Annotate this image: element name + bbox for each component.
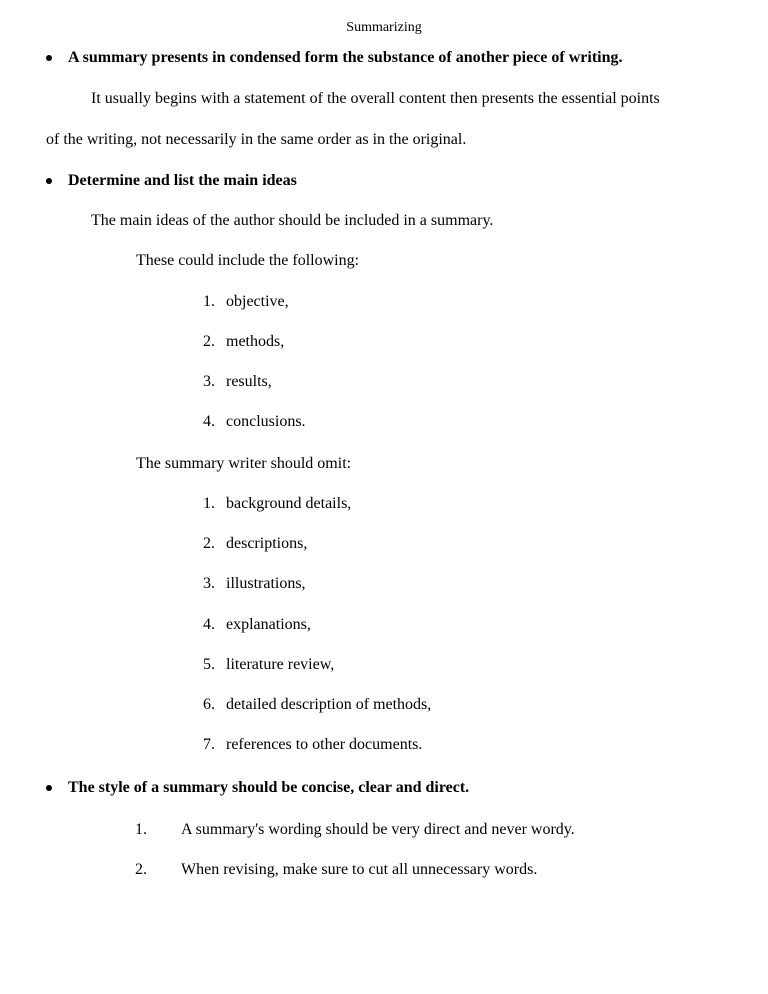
section2-heading: Determine and list the main ideas <box>68 172 297 189</box>
list-item: results, <box>226 373 272 390</box>
section1-paragraph-line1: It usually begins with a statement of the overall content then presents the essential points <box>91 90 660 107</box>
section1-paragraph-line2: of the writing, not necessarily in the same order as in the original. <box>46 131 467 148</box>
bullet-icon <box>46 55 52 61</box>
section1-heading: A summary presents in condensed form the substance of another piece of writing. <box>68 49 623 66</box>
list-item-number: 4. <box>203 413 215 430</box>
list-item: literature review, <box>226 656 335 673</box>
list-item: references to other documents. <box>226 736 423 753</box>
section2-intro: The main ideas of the author should be included in a summary. <box>91 212 494 229</box>
list-item-number: 2. <box>135 861 147 878</box>
list-item-number: 7. <box>203 736 215 753</box>
list-item-number: 5. <box>203 656 215 673</box>
bullet-icon <box>46 178 52 184</box>
list-item: illustrations, <box>226 575 306 592</box>
list-item: objective, <box>226 293 289 310</box>
list-item-number: 2. <box>203 333 215 350</box>
include-intro: These could include the following: <box>136 252 360 269</box>
list-item-number: 1. <box>203 495 215 512</box>
bullet-icon <box>46 785 52 791</box>
list-item: conclusions. <box>226 413 306 430</box>
list-item: methods, <box>226 333 285 350</box>
list-item: A summary's wording should be very direct and never wordy. <box>181 821 575 838</box>
list-item-number: 3. <box>203 373 215 390</box>
list-item-number: 3. <box>203 575 215 592</box>
section3-heading: The style of a summary should be concise, clear and direct. <box>68 779 470 796</box>
list-item-number: 2. <box>203 535 215 552</box>
list-item-number: 6. <box>203 696 215 713</box>
list-item: background details, <box>226 495 352 512</box>
list-item: explanations, <box>226 616 311 633</box>
list-item-number: 4. <box>203 616 215 633</box>
list-item: descriptions, <box>226 535 308 552</box>
list-item: detailed description of methods, <box>226 696 432 713</box>
list-item-number: 1. <box>203 293 215 310</box>
list-item-number: 1. <box>135 821 147 838</box>
page-header-title: Summarizing <box>346 20 422 35</box>
list-item: When revising, make sure to cut all unnecessary words. <box>181 861 538 878</box>
omit-intro: The summary writer should omit: <box>136 455 352 472</box>
